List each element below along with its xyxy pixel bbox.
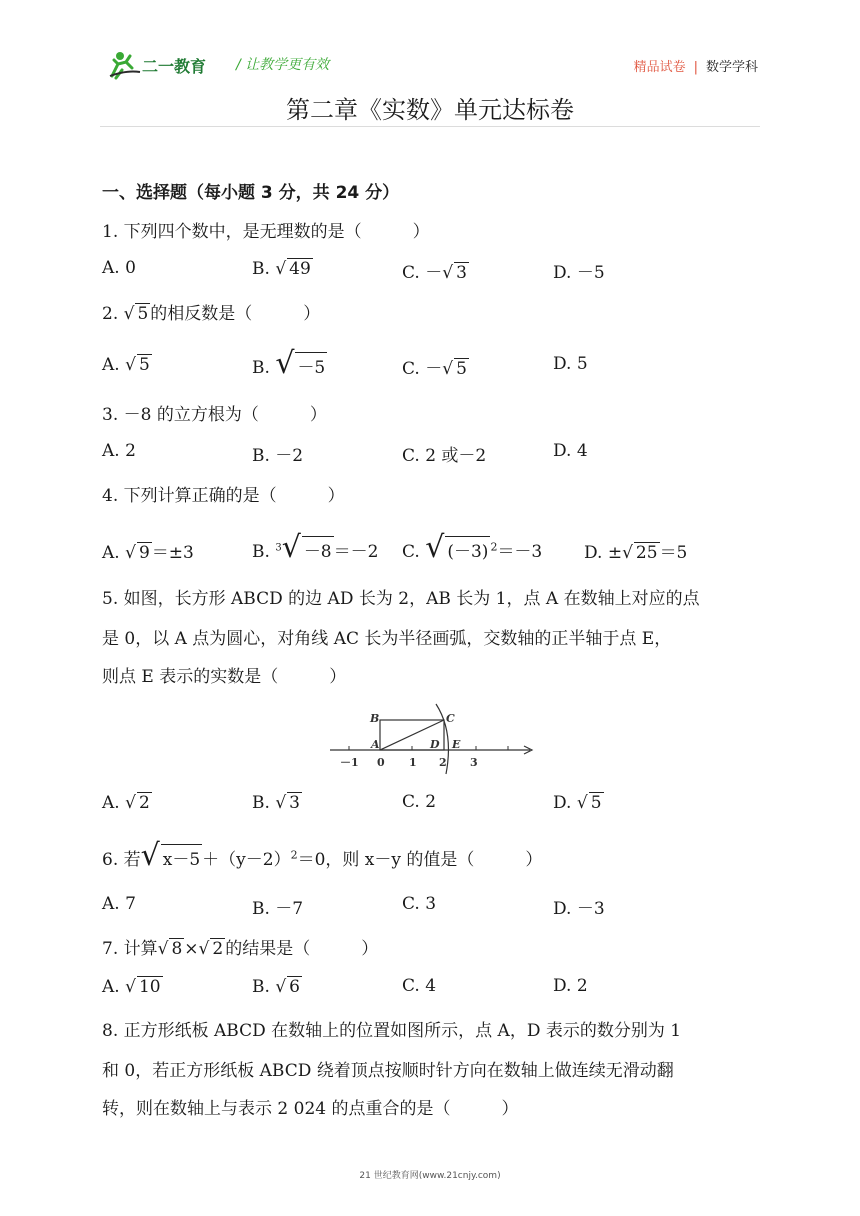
page-title: 第二章《实数》单元达标卷 xyxy=(286,96,574,124)
brand-name: 二一教育 xyxy=(142,57,207,76)
q1-option-c: C. －√ 3 xyxy=(402,258,469,283)
q7-stem: 7. 计算√ 8 ×√ 2 的结果是（ ） xyxy=(102,934,378,959)
q8-line-2: 和 0，若正方形纸板 ABCD 绕着顶点按顺时针方向在数轴上做连续无滑动翻 xyxy=(102,1061,674,1081)
q6-option-b: B. －7 xyxy=(252,899,304,919)
header-tag: 精品试卷 xyxy=(633,60,686,75)
label-a: A xyxy=(371,738,380,751)
tick-0: 0 xyxy=(377,756,385,769)
header-divider xyxy=(100,126,760,127)
q2-option-a: A. √ 5 xyxy=(102,354,152,375)
q7-option-d: D. 2 xyxy=(553,976,588,996)
q4-option-c: C. √ (－3) $^2$＝－3 xyxy=(402,530,542,565)
q6-option-a: A. 7 xyxy=(102,894,136,914)
label-e: E xyxy=(452,738,461,751)
label-d: D xyxy=(430,738,440,751)
q3-option-d: D. 4 xyxy=(553,441,588,461)
q4-option-d: D. ±√ 25 ＝5 xyxy=(584,538,687,563)
q5-line-1: 5. 如图，长方形 ABCD 的边 AD 长为 2，AB 长为 1，点 A 在数轴上对应的点 xyxy=(102,589,700,609)
label-b: B xyxy=(370,712,380,725)
q5-option-a: A. √ 2 xyxy=(102,792,152,813)
q5-option-b: B. √ 3 xyxy=(252,792,302,813)
tick-1: 1 xyxy=(409,756,417,769)
q2-option-c: C. －√ 5 xyxy=(402,354,469,379)
q1-option-b: B. √ 49 xyxy=(252,258,313,279)
q6-option-d: D. －3 xyxy=(553,899,605,919)
q7-option-a: A. √ 10 xyxy=(102,976,163,997)
label-c: C xyxy=(446,712,455,725)
slogan: / 让教学更有效 xyxy=(236,57,330,73)
q4-stem: 4. 下列计算正确的是（ ） xyxy=(102,486,345,506)
q7-option-c: C. 4 xyxy=(402,976,437,996)
page-footer: 21 世纪教育网(www.21cnjy.com) xyxy=(359,1171,501,1181)
header-right: 精品试卷 | 数学学科 xyxy=(633,60,758,75)
q6-option-c: C. 3 xyxy=(402,894,437,914)
page-header xyxy=(0,44,860,84)
tick-3: 3 xyxy=(470,756,478,769)
q5-line-3: 则点 E 表示的实数是（ ） xyxy=(102,667,347,687)
tick-neg1: －1 xyxy=(340,756,359,769)
q1-option-d: D. －5 xyxy=(553,263,605,283)
q8-line-1: 8. 正方形纸板 ABCD 在数轴上的位置如图所示，点 A，D 表示的数分别为 1 xyxy=(102,1021,682,1041)
q3-stem: 3. －8 的立方根为（ ） xyxy=(102,405,327,425)
q3-option-c: C. 2 或－2 xyxy=(402,446,487,466)
q1-option-a: A. 0 xyxy=(102,258,136,278)
section-heading: 一、选择题（每小题 3 分，共 24 分） xyxy=(102,183,400,203)
q3-option-a: A. 2 xyxy=(102,441,136,461)
q5-figure xyxy=(326,702,536,778)
q2-option-b: B. √ －5 xyxy=(252,346,327,381)
q5-line-2: 是 0，以 A 点为圆心，对角线 AC 长为半径画弧，交数轴的正半轴于点 E， xyxy=(102,629,672,649)
q4-option-a: A. √ 9 ＝±3 xyxy=(102,538,194,563)
q7-option-b: B. √ 6 xyxy=(252,976,302,997)
q2-option-d: D. 5 xyxy=(553,354,588,374)
q3-option-b: B. －2 xyxy=(252,446,304,466)
q5-option-c: C. 2 xyxy=(402,792,437,812)
q1-stem: 1. 下列四个数中，是无理数的是（ ） xyxy=(102,222,430,242)
brand-logo xyxy=(106,50,226,80)
q4-option-b: B. $^3$√ －8 ＝－2 xyxy=(252,530,378,565)
tick-2: 2 xyxy=(439,756,447,769)
q2-stem: 2. √ 5 的相反数是（ ） xyxy=(102,299,320,324)
header-subject: 数学学科 xyxy=(705,60,758,75)
q5-option-d: D. √ 5 xyxy=(553,792,604,813)
q6-stem: 6. 若√ $x-5 +(y-2)^2=0$，则 x－y 的值是（ ） xyxy=(102,838,542,873)
q8-line-3: 转，则在数轴上与表示 2 024 的点重合的是（ ） xyxy=(102,1099,519,1119)
